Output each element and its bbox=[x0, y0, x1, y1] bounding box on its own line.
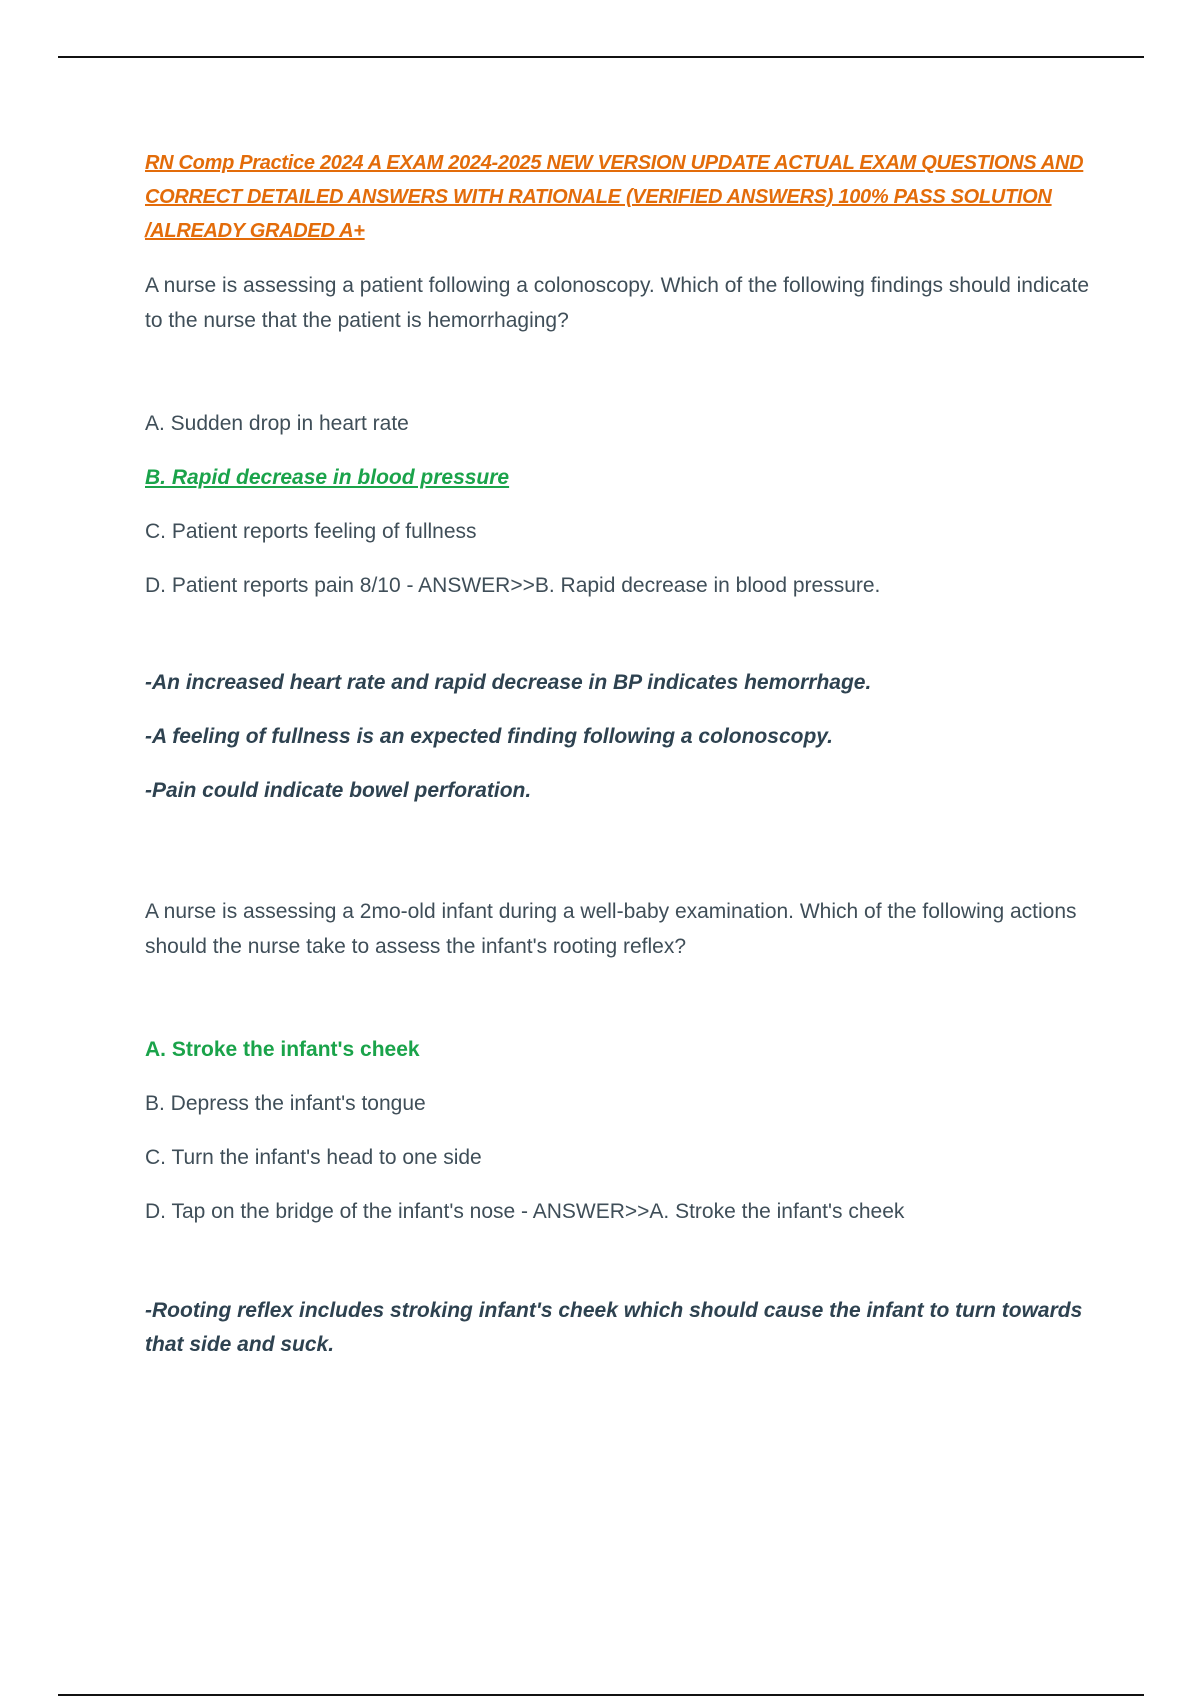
answer-options bbox=[145, 1036, 1100, 1226]
bottom-divider bbox=[58, 1694, 1144, 1696]
option-b-correct: B. Rapid decrease in blood pressure bbox=[145, 466, 510, 489]
option-a: A. Sudden drop in heart rate bbox=[145, 412, 409, 435]
option-c: C. Patient reports feeling of fullness bbox=[145, 520, 477, 543]
option-a-correct: A. Stroke the infant's cheek bbox=[145, 1038, 420, 1061]
document-title: RN Comp Practice 2024 A EXAM 2024-2025 NEW VERSION UPDATE ACTUAL EXAM QUESTIONS AND CORRECT DETAILED ANSWERS WITH RATIONALE (VERIFIED ANSWERS) 100% PASS SOLUTION /ALREADY GRADED A+ bbox=[145, 152, 1084, 242]
question-prompt: A nurse is assessing a patient following a colonoscopy. Which of the following findings should indicate to the nurse that the patient is hemorrhaging? bbox=[145, 274, 1089, 332]
answer-options bbox=[145, 410, 1100, 600]
option-c: C. Turn the infant's head to one side bbox=[145, 1146, 482, 1169]
rationale-item: -Pain could indicate bowel perforation. bbox=[145, 779, 532, 802]
question-prompt: A nurse is assessing a 2mo-old infant during a well-baby examination. Which of the following actions should the nurse take to assess the infant's rooting reflex? bbox=[145, 900, 1077, 958]
rationale-list bbox=[145, 666, 1100, 808]
option-b: B. Depress the infant's tongue bbox=[145, 1092, 426, 1115]
rationale-item: -An increased heart rate and rapid decrease in BP indicates hemorrhage. bbox=[145, 671, 872, 694]
document-body bbox=[145, 146, 1100, 1382]
option-d: D. Patient reports pain 8/10 - ANSWER>>B. Rapid decrease in blood pressure. bbox=[145, 574, 881, 597]
question-2 bbox=[145, 894, 1100, 1362]
rationale-item: -Rooting reflex includes stroking infant's cheek which should cause the infant to turn towards that side and suck. bbox=[145, 1299, 1083, 1356]
rationale-item: -A feeling of fullness is an expected finding following a colonoscopy. bbox=[145, 725, 834, 748]
question-1 bbox=[145, 268, 1100, 808]
rationale-list bbox=[145, 1294, 1100, 1362]
option-d: D. Tap on the bridge of the infant's nose - ANSWER>>A. Stroke the infant's cheek bbox=[145, 1200, 905, 1223]
top-divider bbox=[58, 56, 1144, 58]
